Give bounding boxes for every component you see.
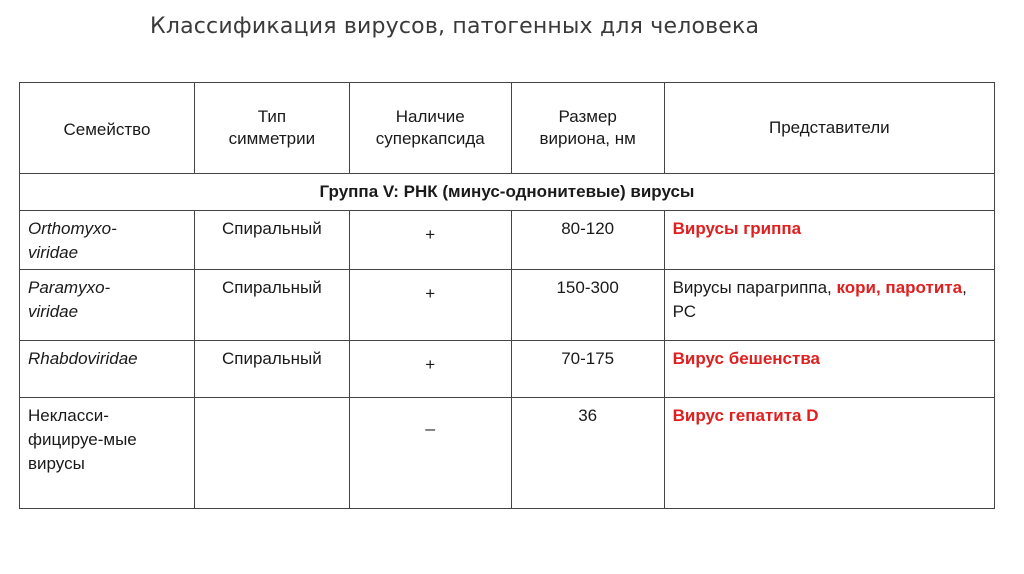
supercapsid-value: + [425,284,436,303]
table-row [20,211,995,270]
representative-tail: , РС [672,278,967,321]
table-row [20,341,995,398]
supercapsid-value: + [425,355,436,374]
family-name: Paramyxo-viridae [28,278,111,321]
supercapsid-cell [349,211,511,270]
size-cell: 70-175 [511,341,664,398]
symmetry-cell [194,398,349,509]
family-cell [20,211,195,270]
header-size [511,83,664,174]
representatives-cell [664,211,994,270]
symmetry-cell: Спиральный [194,211,349,270]
supercapsid-cell [349,270,511,341]
table-row [20,270,995,341]
representative-highlight: кори, паротита [836,278,963,297]
group-label: Группа V: РНК (минус-однонитевые) вирусы [20,174,995,211]
family-name: Некласси-фицируе-мые вирусы [28,406,137,473]
supercapsid-cell [349,398,511,509]
header-symmetry [194,83,349,174]
header-size-label: Размер вириона, нм [539,107,636,148]
header-representatives: Представители [664,83,994,174]
representative-highlight: Вирусы гриппа [672,219,802,238]
representative-text: Вирусы парагриппа, [672,278,837,297]
virus-classification-table [19,82,995,509]
symmetry-cell: Спиральный [194,341,349,398]
symmetry-cell: Спиральный [194,270,349,341]
representatives-cell [664,398,994,509]
representatives-cell [664,341,994,398]
header-supercapsid [349,83,511,174]
header-supercapsid-label: Наличие суперкапсида [375,107,485,148]
header-symmetry-label: Тип симметрии [228,107,316,148]
family-name: Orthomyxo-viridae [28,219,117,262]
header-family: Семейство [20,83,195,174]
header-row [20,83,995,174]
family-cell [20,270,195,341]
size-cell: 150-300 [511,270,664,341]
family-cell [20,398,195,509]
page-title: Классификация вирусов, патогенных для человека [150,14,760,39]
size-cell: 36 [511,398,664,509]
representatives-cell [664,270,994,341]
supercapsid-value: _ [425,412,435,431]
family-cell: Rhabdoviridae [20,341,195,398]
representative-highlight: Вирус бешенства [672,349,820,368]
table-row [20,398,995,509]
supercapsid-cell [349,341,511,398]
supercapsid-value: + [425,225,436,244]
size-cell: 80-120 [511,211,664,270]
representative-highlight: Вирус гепатита D [672,406,819,425]
group-row [20,174,995,211]
